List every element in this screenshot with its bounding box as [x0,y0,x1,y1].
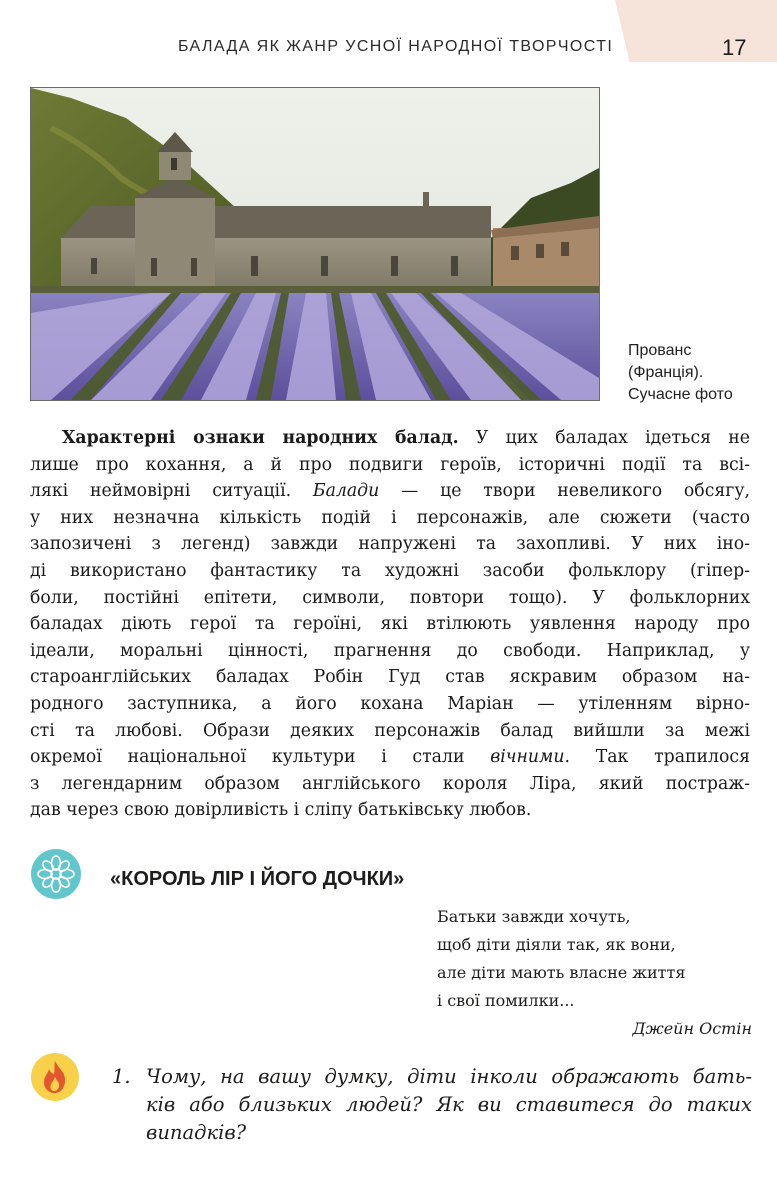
paragraph-line: дав через свою довірливість і сліпу батьківську любов. [30,800,532,821]
epigraph [437,903,752,1043]
paragraph-line: з легендарним образом англійського короля Ліра, який постраж- [30,773,750,794]
question-line: Чому, на вашу думку, діти інколи ображають бать- [146,1065,752,1088]
caption-line: (Франція). [628,364,704,381]
paragraph-line: запозичені з легенд) завжди напружені та захопливі. У них іно- [30,534,750,555]
epigraph-line: але діти мають власне життя [437,963,686,982]
running-header-title: БАЛАДА ЯК ЖАНР УСНОЇ НАРОДНОЇ ТВОРЧОСТІ [178,38,614,55]
paragraph-line: у них незначна кількість подій і персонажів, але сюжети (часто [30,507,750,528]
question-line: випадків? [146,1121,247,1144]
paragraph-line: лише про кохання, а й про подвиги героїв, історичні події та всі- [30,454,750,475]
section-title: «КОРОЛЬ ЛІР І ЙОГО ДОЧКИ» [110,868,405,890]
question-1 [112,1063,752,1147]
paragraph-line: ді використано фантастику та художні засоби фольклору (гіпер- [30,560,750,581]
epigraph-author: Джейн Остін [632,1019,752,1038]
paragraph-line: родного заступника, а його кохана Маріан — утіленням вірно- [30,693,750,714]
term-ballads: Балади [312,481,380,502]
paragraph-line: староанглійських баладах Робін Гуд став яскравим образом на- [30,667,750,688]
paragraph-line: окремої національної культури і стали вічними. Так трапилося [30,747,750,768]
paragraph-line: сті та любові. Образи деяких персонажів балад вийшли за межі [30,720,750,741]
fire-icon [30,1052,80,1102]
epigraph-line: і свої помилки... [437,991,575,1010]
paragraph-line: баладах діють герої та героїні, які втілюють уявлення народу про [30,614,750,635]
book-emblem-icon [30,848,82,900]
abbey-lavender-photo [30,87,600,401]
body-paragraph [30,425,750,824]
paragraph-line: Характерні ознаки народних балад. У цих баладах ідеться не [62,428,750,448]
caption-line: Сучасне фото [628,386,733,403]
photo-caption [628,340,768,406]
caption-line: Прованс [628,342,692,359]
paragraph-line: лякі неймовірні ситуації. Балади — це твори невеликого обсягу, [30,481,750,502]
term-eternal: вічними [490,747,565,768]
lead-heading: Характерні ознаки народних балад. [62,428,459,448]
header-corner-band [615,0,777,62]
paragraph-line: ідеали, моральні цінності, прагнення до свободи. Наприклад, у [30,640,750,661]
question-line: ків або близьких людей? Як ви ставитеся до таких [146,1093,752,1116]
paragraph-line: боли, постійні епітети, символи, повтори тощо). У фольклорних [30,587,750,608]
page-number: 17 [722,35,747,60]
epigraph-line: Батьки завжди хочуть, [437,907,631,926]
question-number: 1. [112,1065,131,1088]
epigraph-line: щоб діти діяли так, як вони, [437,935,676,954]
